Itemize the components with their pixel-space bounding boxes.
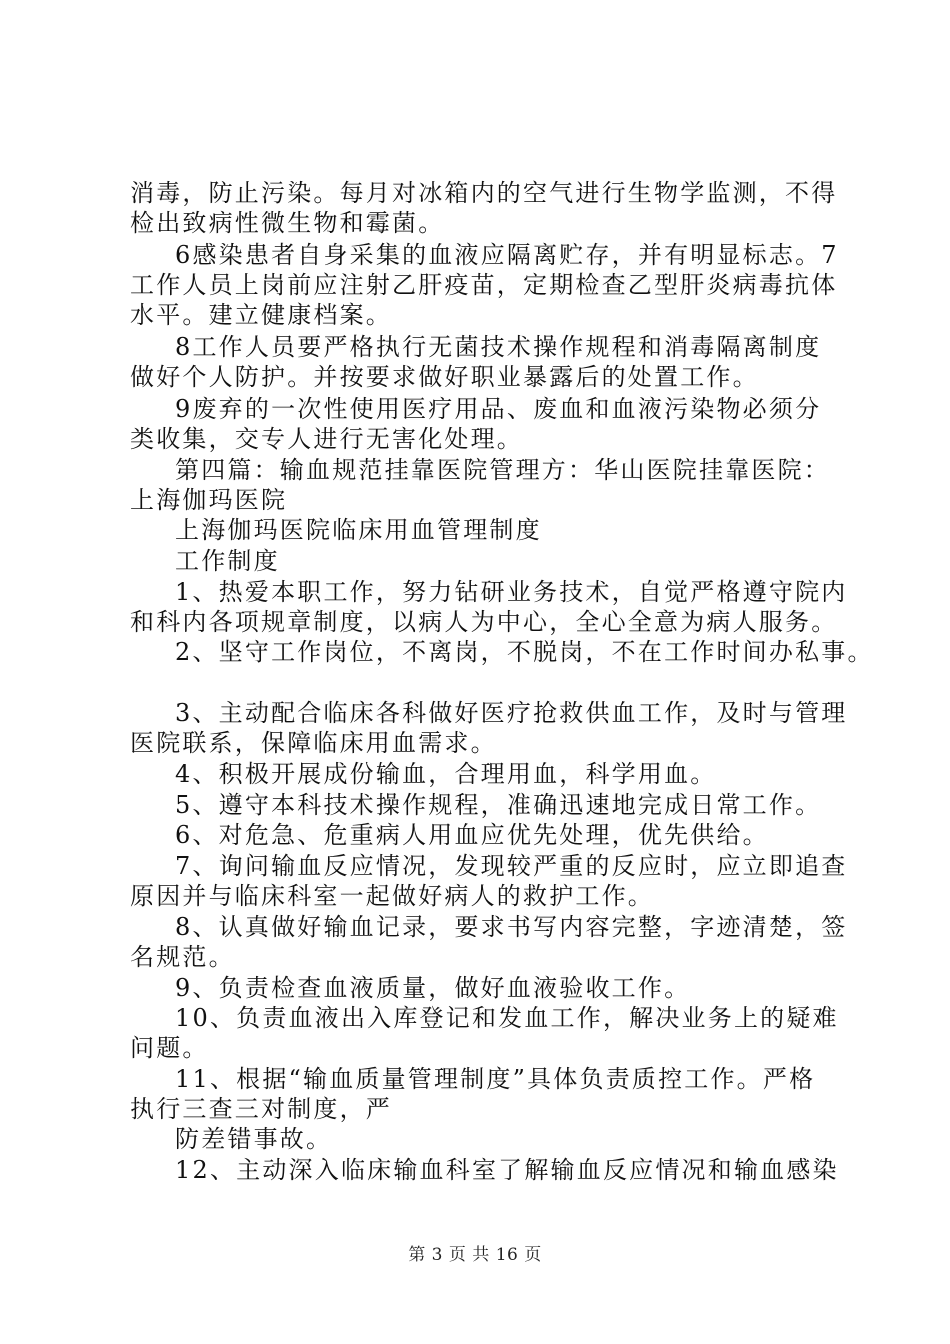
body-line-2: 检出致病性微生物和霉菌。 <box>130 209 445 237</box>
body-line-1: 消毒，防止污染。每月对冰箱内的空气进行生物学监测，不得 <box>130 179 838 207</box>
rule-3-line-2: 医院联系，保障临床用血需求。 <box>130 729 497 757</box>
body-line-8: 9废弃的一次性使用医疗用品、废血和血液污染物必须分 <box>175 395 822 423</box>
body-line-6: 8工作人员要严格执行无菌技术操作规程和消毒隔离制度 <box>175 333 822 361</box>
body-line-4: 工作人员上岗前应注射乙肝疫苗，定期检查乙型肝炎病毒抗体 <box>130 271 838 299</box>
rule-11-line-2: 执行三查三对制度，严 <box>130 1095 392 1123</box>
rule-10-line-1: 10、负责血液出入库登记和发血工作，解决业务上的疑难 <box>175 1004 839 1032</box>
rule-11-line-1: 11、根据“输血质量管理制度”具体负责质控工作。严格 <box>175 1065 816 1093</box>
rule-9: 9、负责检查血液质量，做好血液验收工作。 <box>175 974 691 1002</box>
rule-8-line-1: 8、认真做好输血记录，要求书写内容完整，字迹清楚，签 <box>175 913 848 941</box>
body-line-9: 类收集，交专人进行无害化处理。 <box>130 425 523 453</box>
body-line-5: 水平。建立健康档案。 <box>130 301 392 329</box>
rule-3-line-1: 3、主动配合临床各科做好医疗抢救供血工作，及时与管理 <box>175 699 848 727</box>
section-heading-line-2: 上海伽玛医院 <box>130 486 288 514</box>
document-title: 上海伽玛医院临床用血管理制度 <box>175 516 542 544</box>
rule-2: 2、坚守工作岗位，不离岗，不脱岗，不在工作时间办私事。 <box>175 638 874 666</box>
rule-1-line-2: 和科内各项规章制度，以病人为中心，全心全意为病人服务。 <box>130 608 838 636</box>
rule-6: 6、对危急、危重病人用血应优先处理，优先供给。 <box>175 821 769 849</box>
body-line-7: 做好个人防护。并按要求做好职业暴露后的处置工作。 <box>130 363 759 391</box>
section-heading-line-1: 第四篇：输血规范挂靠医院管理方：华山医院挂靠医院： <box>175 456 830 484</box>
rule-11-line-3: 防差错事故。 <box>175 1125 333 1153</box>
rule-7-line-1: 7、询问输血反应情况，发现较严重的反应时，应立即追查 <box>175 852 848 880</box>
rule-4: 4、积极开展成份输血，合理用血，科学用血。 <box>175 760 717 788</box>
subsection-title: 工作制度 <box>175 547 280 575</box>
body-line-3: 6感染患者自身采集的血液应隔离贮存，并有明显标志。7 <box>175 241 839 269</box>
rule-7-line-2: 原因并与临床科室一起做好病人的救护工作。 <box>130 882 654 910</box>
rule-10-line-2: 问题。 <box>130 1034 209 1062</box>
rule-1-line-1: 1、热爱本职工作，努力钻研业务技术，自觉严格遵守院内 <box>175 578 848 606</box>
rule-8-line-2: 名规范。 <box>130 943 235 971</box>
rule-12-line-1: 12、主动深入临床输血科室了解输血反应情况和输血感染 <box>175 1156 839 1184</box>
rule-5: 5、遵守本科技术操作规程，准确迅速地完成日常工作。 <box>175 791 822 819</box>
page-number-footer: 第 3 页 共 16 页 <box>408 1245 542 1265</box>
